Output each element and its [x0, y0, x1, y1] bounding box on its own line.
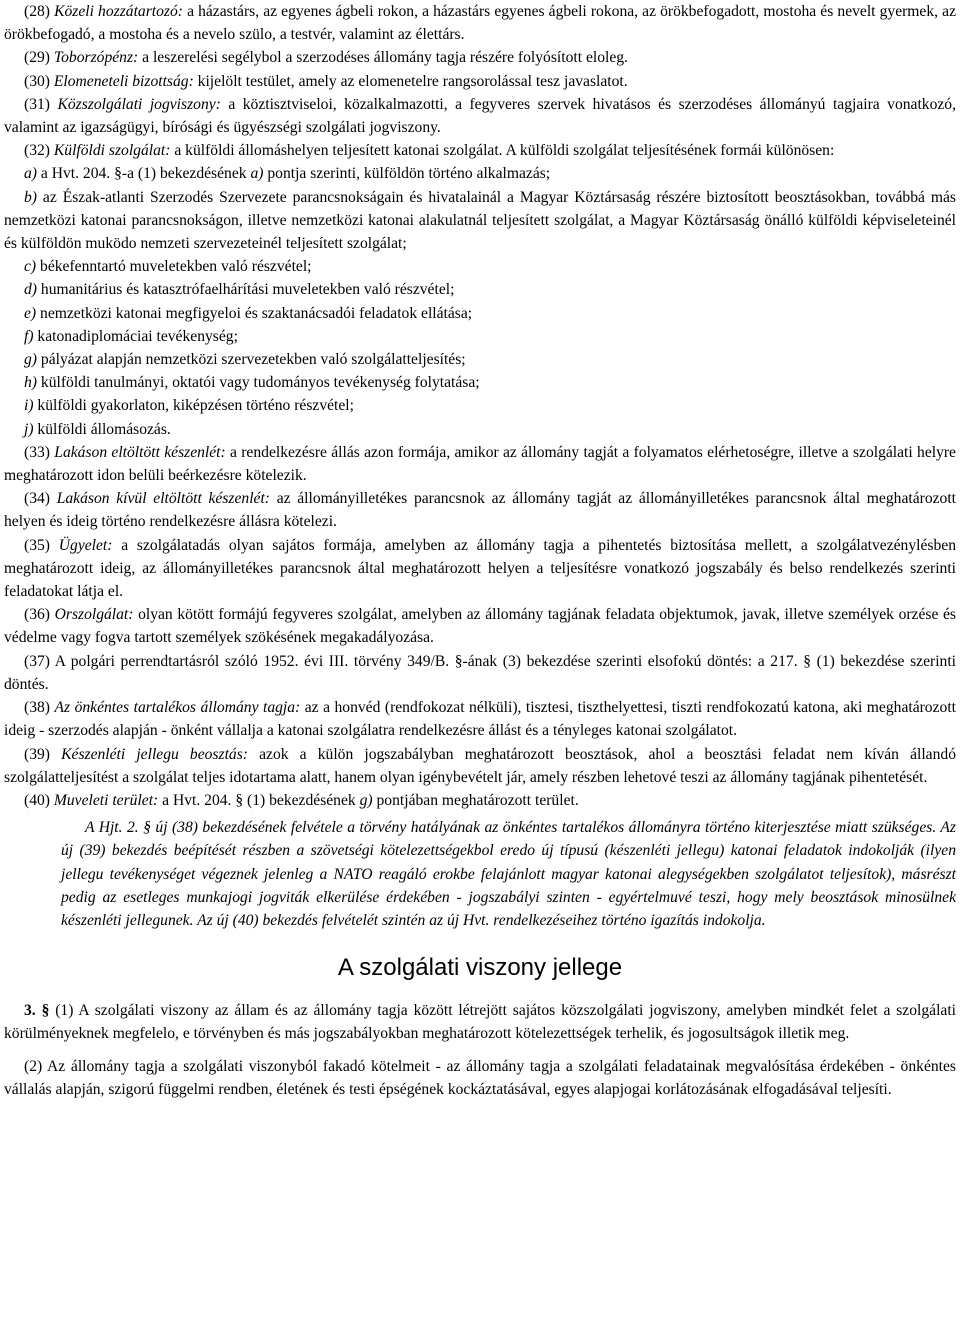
definition-35 [4, 534, 956, 604]
item-letter: g) [24, 351, 37, 369]
section-3-paragraph-1 [4, 999, 956, 1045]
item-letter: a) [24, 165, 37, 183]
def-text: a házastárs, az egyenes ágbeli rokon, a házastárs egyenes ágbeli rokona, az örökbefogadott, mostoha és nevelt gyermek, az örökbefogadó, a mostoha és a nevelo szülo, a testvér, valamint az élettárs. [4, 3, 956, 44]
def-text: a rendelkezésre állás azon formája, amikor az állomány tagját a folyamatos elérhetoségre, illetve a szolgálati helyre meghatározott idon belüli beérkezésre kötelezik. [4, 443, 956, 485]
item-text: külföldi gyakorlaton, kiképzésen történo részvétel; [33, 397, 354, 415]
def-term: Toborzópénz: [53, 49, 139, 67]
def-number: (38) [24, 699, 50, 717]
def-italic: g) [359, 791, 373, 809]
item-letter: j) [24, 420, 34, 438]
def-text: a köztisztviseloi, közalkalmazotti, a fegyveres szervek hivatásos és szerzodéses állományú tagjaira vonatkozó, valamint az igazságügyi, bírósági és ügyészségi szolgálati jogviszony. [4, 95, 957, 137]
item-text: békefenntartó muveletekben való részvétel; [36, 258, 312, 276]
def-text: az a honvéd (rendfokozat nélküli), tisztesi, tiszthelyettesi, tiszti rendfokozatú katona, aki meghatározott ideig - szerzodés alapján - önként vállalja a katonai szolgálatra rendelkezésre állást és a tényleges katonai szolgálatot. [4, 699, 956, 740]
section-3-paragraph-2: (2) Az állomány tagja a szolgálati viszonyból fakadó kötelmeit - az állomány tagja a szolgálati feladatainak megvalósítása érdekében - önkéntes vállalás alapján, szigorú függelmi rendben, életének és testi épségének kockáztatásával, egyes alapjogai korlátozásának elfogadásával teljesíti. [4, 1057, 956, 1098]
definition-29 [4, 46, 956, 69]
item-letter: i) [24, 397, 34, 415]
definition-40 [4, 789, 956, 812]
def-term: Lakáson kívül eltöltött készenlét: [56, 490, 270, 508]
def-term: Közeli hozzátartozó: [54, 3, 183, 20]
def-number: (35) [24, 536, 50, 554]
def-term: Külföldi szolgálat: [53, 142, 171, 160]
definition-37 [4, 650, 956, 696]
def-number: (28) [24, 3, 50, 20]
def-number: (36) [24, 606, 50, 624]
definition-32 [4, 139, 956, 162]
item-letter: c) [24, 258, 37, 276]
item-text: az Észak-atlanti Szerzodés Szervezete parancsnokságain és hivatalainál a Magyar Köztársaság részére biztosított beosztásokban, továbbá más nemzetközi katonai parancsnokságon, illetve nemzetközi katonai alakulatnál teljesített szolgálat, a Magyar Köztársaság önálló külföldi képviseleteinél és külföldön muködo nemzeti szervezeteinél teljesített szolgálat; [4, 188, 956, 253]
def-term: Közszolgálati jogviszony: [57, 95, 221, 113]
list-item [4, 302, 956, 325]
list-item [4, 418, 956, 441]
def-number: (37) [24, 652, 50, 670]
list-item [4, 255, 956, 278]
item-text: nemzetközi katonai megfigyeloi és szaktanácsadói feladatok ellátása; [36, 304, 473, 322]
def-text: a leszerelési segélybol a szerzodéses állomány tagja részére folyósított eloleg. [138, 49, 628, 67]
def-term: Elomeneteli bizottság: [53, 72, 194, 90]
list-item [4, 371, 956, 394]
def-number: (34) [24, 490, 50, 508]
def-term: Lakáson eltöltött készenlét: [54, 443, 226, 461]
item-letter: f) [24, 327, 34, 345]
paragraph-text: (1) A szolgálati viszony az állam és az állomány tagja között létrejött sajátos közszolgálati jogviszony, amelyben mindkét felet a szolgálati körülményeknek megfelelo, e törvényben és más jogszabályokban meghatározott kötelezettségek terhelik, és jogosultságok illetik meg. [4, 1002, 956, 1043]
def-term: Készenléti jellegu beosztás: [61, 745, 248, 763]
item-text: külföldi állomásozás. [33, 420, 171, 438]
item-letter: b) [24, 188, 37, 206]
explanatory-note: A Hjt. 2. § új (38) bekezdésének felvétele a törvény hatályának az önkéntes tartalékos állományra történo kiterjesztése miatt szükséges. Az új (39) bekezdés beépítését részben a szövetségi kötelezettségekbol eredo új típusú (készenléti jellegu) katonai feladatok indokolják (ilyen jellegu tevékenységet végeznek jelenleg a NATO reagáló erokbe felajánlott magyar katonai alegységekben szolgálatot teljesítok), másrészt pedig az esetleges munkajogi jogviták elkerülése érdekében - jogszabályi szinten - egyértelmuvé teszi, hogy mely beosztások minosülnek készenléti jellegunek. Az új (40) bekezdés felvételét szintén az új Hvt. rendelkezéseihez történo igazítás indokolja. [61, 819, 956, 929]
item-letter: d) [24, 281, 37, 299]
def-text: kijelölt testület, amely az elomenetelre rangsorolással tesz javaslatot. [193, 72, 628, 90]
def-text: a külföldi állomáshelyen teljesített katonai szolgálat. A külföldi szolgálat teljesítésének formái különösen: [170, 142, 835, 160]
list-item [4, 162, 956, 185]
def-term: Orszolgálat: [54, 606, 134, 624]
item-text: humanitárius és katasztrófaelhárítási muveletekben való részvétel; [37, 281, 455, 299]
def-text: a szolgálatadás olyan sajátos formája, amelyben az állomány tagja a pihentetés biztosítása mellett, a szolgálatvezénylésben meghatározott ideig, az állományilletékes parancsnok által meghatározott helyen a teljesítésre vonatkozó jogszabály és belso rendelkezés szerinti feladatokat látja el. [4, 536, 956, 601]
def-number: (32) [24, 142, 50, 160]
def-number: (40) [24, 791, 50, 809]
list-item [4, 348, 956, 371]
def-text: a Hvt. 204. § (1) bekezdésének [158, 791, 360, 809]
list-item [4, 186, 956, 256]
list-item [4, 394, 956, 417]
item-text: pályázat alapján nemzetközi szervezetekben való szolgálatteljesítés; [37, 351, 466, 369]
definition-31 [4, 93, 956, 139]
list-item [4, 325, 956, 348]
def-number: (30) [24, 72, 50, 90]
def-number: (31) [24, 95, 50, 113]
section-number: 3. § [24, 1002, 50, 1020]
def-text: az állományilletékes parancsnok az állomány tagját az állományilletékes parancsnok által meghatározott helyen és ideig történo rendelkezésre állásra kötelezi. [4, 490, 956, 531]
item-text-end: pontja szerinti, külföldön történo alkalmazás; [263, 165, 551, 183]
definition-34 [4, 487, 956, 533]
def-number: (33) [24, 443, 50, 461]
def-text-end: pontjában meghatározott terület. [372, 791, 579, 809]
def-number: (39) [24, 745, 50, 763]
def-term: Muveleti terület: [53, 791, 159, 809]
def-term: Ügyelet: [58, 536, 113, 554]
item-letter: e) [24, 304, 37, 322]
definition-38 [4, 696, 956, 742]
item-text: katonadiplomáciai tevékenység; [33, 327, 238, 345]
def-text: azok a külön jogszabályban meghatározott beosztások, ahol a beosztási feladat nem kíván állandó szolgálatteljesítést a szolgálat teljes idotartama alatt, hanem olyan igénybevételt jár, amely részben lehetové teszi az állomány tagjának pihentetését. [4, 745, 956, 786]
definition-28 [4, 0, 956, 46]
def-text: A polgári perrendtartásról szóló 1952. évi III. törvény 349/B. §-ának (3) bekezdése szerinti elsofokú döntés: a 217. § (1) bekezdése szerinti döntés. [4, 652, 956, 693]
item-italic: a) [250, 165, 264, 183]
list-item [4, 278, 956, 301]
item-text: külföldi tanulmányi, oktatói vagy tudományos tevékenység folytatása; [37, 374, 480, 392]
section-title: A szolgálati viszony jellege [337, 954, 623, 982]
def-text: olyan kötött formájú fegyveres szolgálat, amelyben az állomány tagjának feladata objektumok, javak, illetve személyek orzése és védelme vagy fogva tartott személyek szökésének megakadályozása. [4, 606, 956, 647]
definition-39 [4, 743, 956, 789]
definition-33 [4, 441, 956, 487]
def-number: (29) [24, 49, 50, 67]
def-term: Az önkéntes tartalékos állomány tagja: [54, 699, 301, 717]
item-text: a Hvt. 204. §-a (1) bekezdésének [37, 165, 251, 183]
definition-30 [4, 70, 956, 93]
item-letter: h) [24, 374, 37, 392]
definition-36 [4, 603, 956, 649]
